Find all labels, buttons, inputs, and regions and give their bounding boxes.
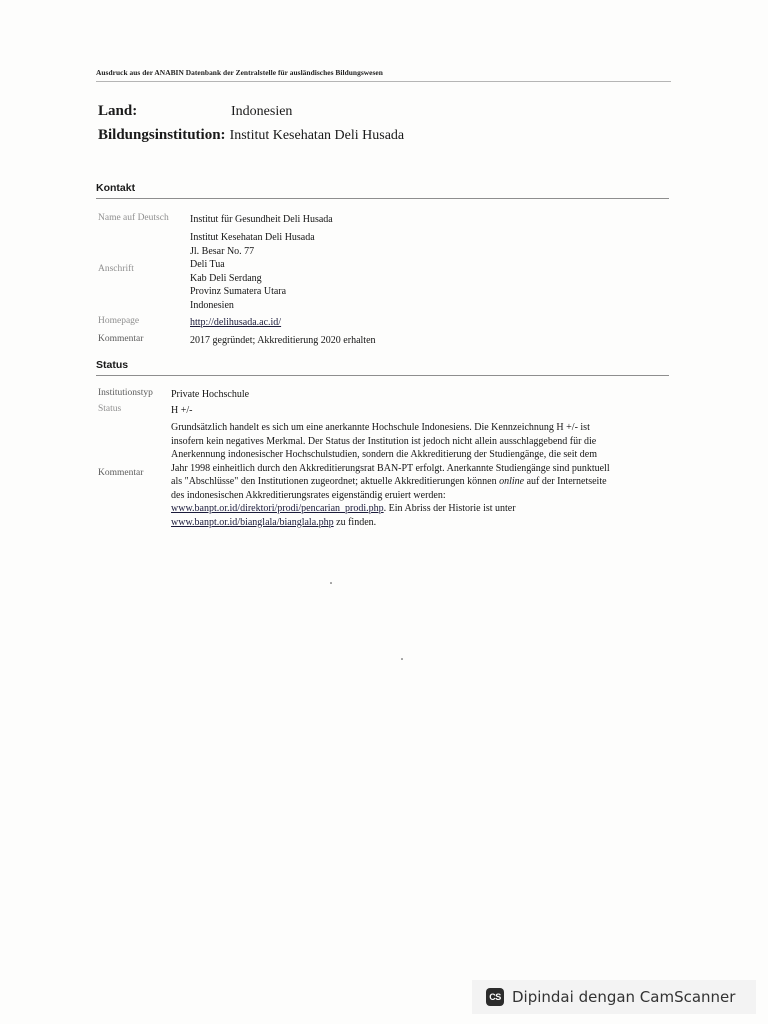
address-line: Indonesien <box>190 299 234 311</box>
comment-line: insofern kein negatives Merkmal. Der Status der Institution ist jedoch nicht allein ausschlaggebend für die <box>171 435 597 447</box>
address-line: Deli Tua <box>190 259 225 270</box>
comment-line-end: auf der Internetseite <box>526 476 607 487</box>
scan-speck <box>330 582 332 584</box>
land-label: Land: <box>98 103 138 119</box>
document-header: Ausdruck aus der ANABIN Datenbank der Zentralstelle für ausländisches Bildungswesen <box>96 68 671 82</box>
scan-speck <box>401 658 403 660</box>
camscanner-watermark <box>472 980 756 1014</box>
kontakt-comment-label: Kommentar <box>98 334 144 344</box>
institution-value: Institut Kesehatan Deli Husada <box>229 128 405 143</box>
name-label: Name auf Deutsch <box>98 213 169 223</box>
land-value: Indonesien <box>231 104 293 119</box>
land-row <box>98 103 292 120</box>
address-line: Provinz Sumatera Utara <box>190 286 287 297</box>
comment-line <box>171 475 676 489</box>
camscanner-label: Dipindai dengan CamScanner <box>512 988 736 1006</box>
online-emphasis: online <box>499 476 525 487</box>
comment-line-start: als "Abschlüsse" den Institutionen zugeordnet; aktuelle Akkreditierungen können <box>171 476 497 487</box>
address-line: Jl. Besar No. 77 <box>190 245 255 257</box>
comment-line <box>171 516 676 530</box>
status-comment-text <box>171 421 676 529</box>
institution-type-value: Private Hochschule <box>171 389 250 400</box>
homepage-value <box>190 316 281 329</box>
status-label: Status <box>98 404 122 414</box>
comment-line: Anerkennung indonesischer Hochschulstudien, sondern die Akkreditierung der Studiengänge, die seit dem <box>171 449 598 460</box>
camscanner-logo-icon: CS <box>486 988 504 1006</box>
institution-row <box>98 127 404 144</box>
comment-line <box>171 502 676 516</box>
kontakt-comment-value: 2017 gegründet; Akkreditierung 2020 erhalten <box>190 335 376 346</box>
comment-line: Jahr 1998 einheitlich durch den Akkreditierungsrat BAN-PT erfolgt. Anerkannte Studiengänge sind punktuell <box>171 462 610 474</box>
comment-line-end: . Ein Abriss der Historie ist unter <box>383 503 516 514</box>
comment-line: des indonesischen Akkreditierungsrates eigenständig eruiert werden: <box>171 489 446 501</box>
banpt-bianglala-link[interactable]: www.banpt.or.id/bianglala/bianglala.php <box>171 516 334 528</box>
address-line: Kab Deli Serdang <box>190 272 262 284</box>
homepage-label: Homepage <box>98 316 140 326</box>
homepage-link[interactable]: http://delihusada.ac.id/ <box>190 317 282 328</box>
name-value: Institut für Gesundheit Deli Husada <box>190 214 333 225</box>
comment-line-end: zu finden. <box>333 516 377 528</box>
status-section-title: Status <box>96 359 669 376</box>
institution-label: Bildungsinstitution: <box>98 127 226 143</box>
address-line: Institut Kesehatan Deli Husada <box>190 232 315 243</box>
status-comment-label: Kommentar <box>98 468 144 478</box>
address-label: Anschrift <box>98 264 134 274</box>
institution-type-label: Institutionstyp <box>98 388 153 398</box>
banpt-prodi-link[interactable]: www.banpt.or.id/direktori/prodi/pencarian_prodi.php <box>171 503 384 514</box>
kontakt-section-title: Kontakt <box>96 182 669 199</box>
comment-line: Grundsätzlich handelt es sich um eine anerkannte Hochschule Indonesiens. Die Kennzeichnung H +/- ist <box>171 422 590 433</box>
status-value: H +/- <box>171 405 193 416</box>
address-block <box>190 231 315 312</box>
